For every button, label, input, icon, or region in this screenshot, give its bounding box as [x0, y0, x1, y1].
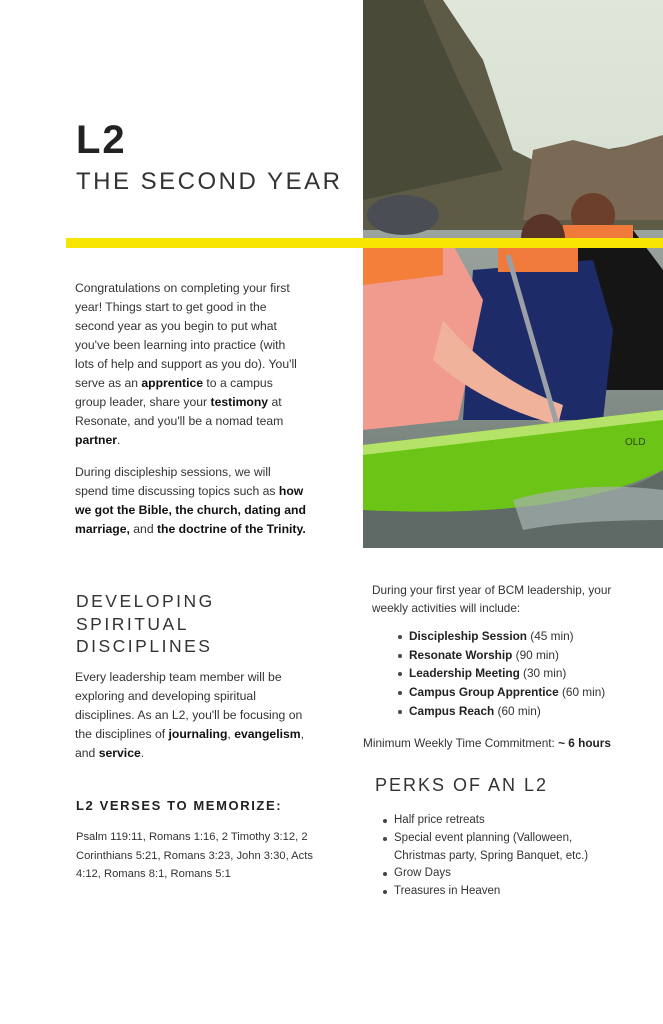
list-item: Grow Days [383, 865, 623, 883]
discipleship-paragraph: During discipleship sessions, we will spend time discussing topics such as how we got the Bible, the church, dating and marriage, and the doctrine of the Trinity. [75, 465, 306, 536]
activities-list [398, 627, 605, 721]
perks-list [383, 812, 623, 901]
list-item: Leadership Meeting (30 min) [398, 664, 605, 683]
perks-heading: PERKS OF AN L2 [375, 775, 549, 795]
spiritual-disciplines-paragraph: Every leadership team member will be exploring and developing spiritual disciplines. As an L2, you'll be focusing on the disciplines of journaling, evangelism, and service. [75, 670, 304, 760]
page-title: L2 [76, 118, 127, 162]
list-item: Campus Group Apprentice (60 min) [398, 683, 605, 702]
list-item: Resonate Worship (90 min) [398, 646, 605, 665]
page-subtitle: THE SECOND YEAR [76, 168, 343, 195]
list-item: Discipleship Session (45 min) [398, 627, 605, 646]
canoe-text: OLD [625, 437, 646, 448]
verses-list: Psalm 119:11, Romans 1:16, 2 Timothy 3:12, 2 Corinthians 5:21, Romans 3:23, John 3:30, Acts 4:12, Romans 8:1, Romans 5:1 [76, 831, 313, 880]
list-item: Special event planning (Valloween, Christmas party, Spring Banquet, etc.) [383, 830, 623, 866]
intro-paragraph: Congratulations on completing your first year! Things start to get good in the second year as you begin to put what you've been learning into practice (with lots of help and support as you do). You'll serve as an apprentice to a campus group leader, share your testimony at Resonate, and you'll be a nomad team partner. [75, 281, 297, 447]
activities-intro: During your first year of BCM leadership, your weekly activities will include: [372, 583, 612, 615]
list-item: Treasures in Heaven [383, 883, 623, 901]
list-item: Campus Reach (60 min) [398, 702, 605, 721]
spiritual-disciplines-heading: DEVELOPING SPIRITUAL DISCIPLINES [76, 591, 215, 656]
minimum-time-commitment: Minimum Weekly Time Commitment: ~ 6 hours [363, 736, 611, 750]
yellow-accent-bar [66, 238, 663, 248]
verses-heading: L2 VERSES TO MEMORIZE: [76, 798, 283, 813]
list-item: Half price retreats [383, 812, 623, 830]
canoe-photo [363, 0, 663, 548]
